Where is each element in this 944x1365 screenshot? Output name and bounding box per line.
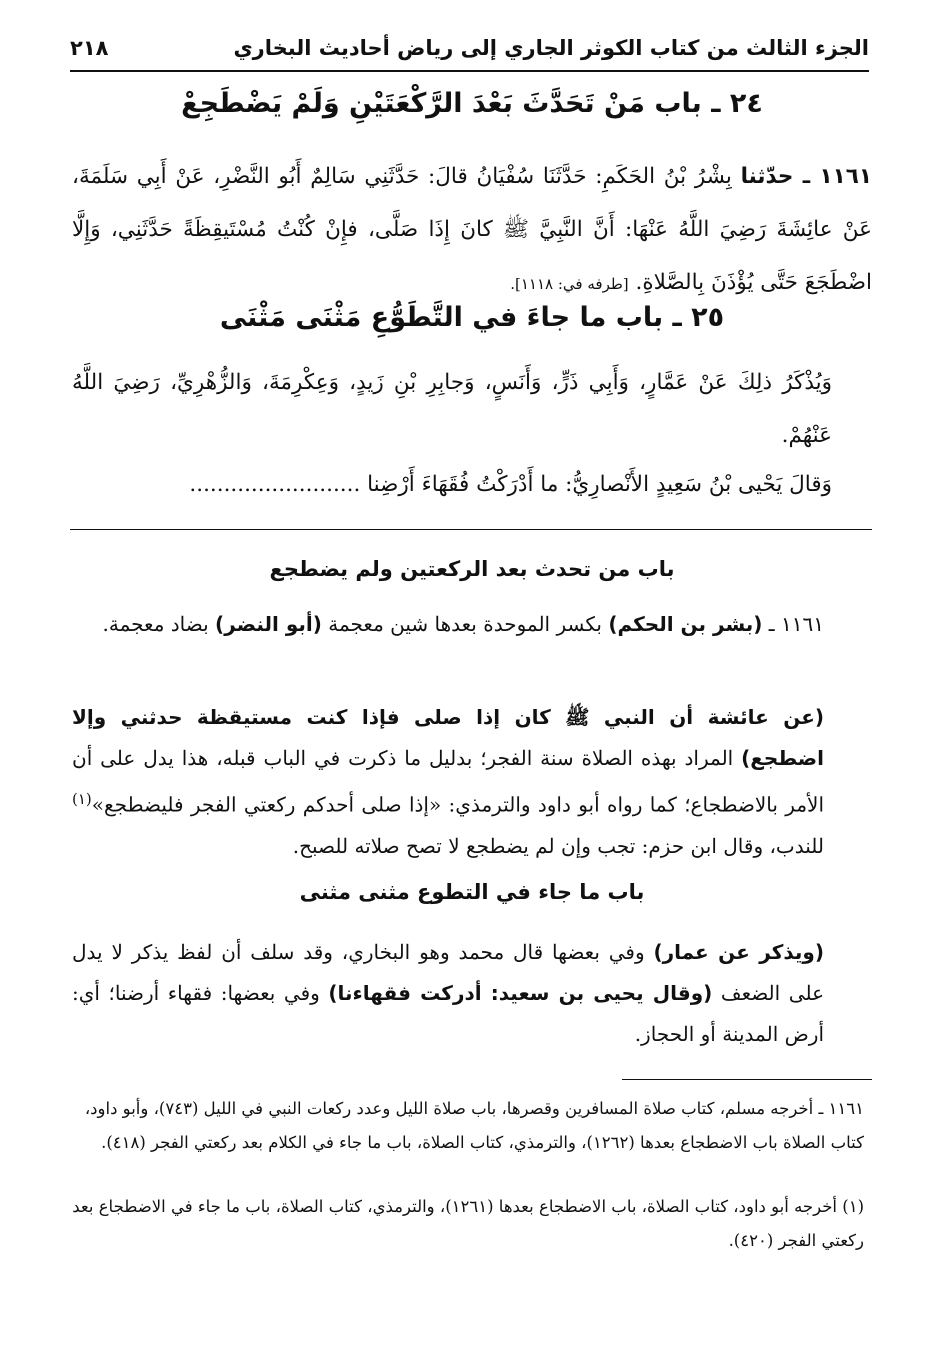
footnote-ref-1: (١) <box>72 790 92 808</box>
commentary-3-quote-a: (ويذكر عن عمار) <box>653 940 824 964</box>
footnote-separator <box>622 1079 872 1080</box>
commentary-1-text-b: بضاد معجمة. <box>102 612 216 636</box>
hadith-number: ١١٦١ ـ حدّثنا <box>740 164 873 189</box>
chapter-25-para-2-text: وَقالَ يَحْيى بْنُ سَعِيدٍ الأَنْصارِيُّ: ما أَدْرَكْتُ فُقَهَاءَ أَرْضِنا ......................... <box>189 472 832 497</box>
footnote-1 <box>72 1190 872 1258</box>
footnote-1-number: (١) <box>842 1197 864 1216</box>
commentary-heading-1: باب من تحدث بعد الركعتين ولم يضطجع <box>269 557 675 581</box>
commentary-para-1 <box>72 604 872 645</box>
footnote-1161-text: ١١٦١ ـ أخرجه مسلم، كتاب صلاة المسافرين وقصرها، باب صلاة الليل وعدد ركعات النبي في الليل (٧٤٣)، وأبو داود، كتاب الصلاة باب الاضطجاع بعدها (١٢٦٢)، والترمذي، كتاب الصلاة، باب ما جاء في الكلام بعد ركعتي الفجر (٤١٨). <box>84 1099 864 1152</box>
commentary-2-text-b: للندب، وقال ابن حزم: تجب وإن لم يضطجع لا تصح صلاته للصبح. <box>292 833 824 858</box>
chapter-25-para-1-text: وَيُذْكَرُ ذلِكَ عَنْ عَمَّارٍ، وَأَبِي ذَرٍّ، وَأَنَسٍ، وَجابِرِ بْنِ زَيدٍ، وَعِكْرِمَةَ، وَالزُّهْرِيِّ، رَضِيَ اللَّهُ عَنْهُمْ. <box>72 370 832 448</box>
section-separator <box>70 529 872 530</box>
hadith-1161 <box>72 150 872 311</box>
header-rule <box>70 70 869 72</box>
commentary-1-quote-a: (بشر بن الحكم) <box>608 612 763 636</box>
commentary-3-text-b: وفي بعضها: فقهاء أرضنا؛ أي: أرض المدينة أو الحجاز. <box>72 981 824 1046</box>
commentary-2-text-a: المراد بهذه الصلاة سنة الفجر؛ بدليل ما ذكرت في الباب قبله، هذا يدل على أن الأمر بالاضطجاع؛ كما رواه أبو داود والترمذي: «إذا صلى أحدكم ركعتي الفجر فليضطجع» <box>72 746 824 817</box>
page-number: ٢١٨ <box>70 36 109 60</box>
chapter-25-para-1 <box>72 356 872 462</box>
commentary-para-3 <box>72 932 872 1055</box>
chapter-25-para-2 <box>72 458 872 511</box>
commentary-3-text-a: وفي بعضها قال محمد وهو البخاري، وقد سلف أن لفظ يذكر لا يدل على الضعف <box>72 940 825 1005</box>
running-title: الجزء الثالث من كتاب الكوثر الجاري إلى رياض أحاديث البخاري <box>233 36 869 60</box>
hadith-text: بِشْرُ بْنُ الحَكَمِ: حَدَّثَنَا سُفْيَانُ قالَ: حَدَّثَنِي سَالِمٌ أَبُو النَّضْرِ، عَنْ أَبِي سَلَمَةَ، عَنْ عائِشَةَ رَضِيَ اللَّهُ عَنْهَا: أَنَّ النَّبِيَّ ﷺ كانَ إِذَا صَلَّى، فإِنْ كُنْتُ مُسْتَيقِظَةً حَدَّثَنِي، وَإِلَّا اضْطَجَعَ حَتَّى يُؤْذَنَ بِالصَّلاةِ. <box>72 164 872 295</box>
commentary-3-quote-b: (وقال يحيى بن سعيد: أدركت فقهاءنا) <box>328 981 713 1005</box>
footnote-1161 <box>72 1092 872 1160</box>
chapter-25-title: ٢٥ ـ باب ما جاءَ في التَّطَوُّعِ مَثْنَى مَثْنَى <box>219 302 725 333</box>
commentary-1-number: ١١٦١ ـ <box>762 612 824 636</box>
commentary-2-quote: (عن عائشة أن النبي ﷺ كان إذا صلى فإذا كنت مستيقظة حدثني وإلا اضطجع) <box>72 705 824 770</box>
chapter-24-title: ٢٤ ـ باب مَنْ تَحَدَّثَ بَعْدَ الرَّكْعَتَيْنِ وَلَمْ يَضْطَجِعْ <box>181 88 763 119</box>
footnote-1-text: أخرجه أبو داود، كتاب الصلاة، باب الاضطجاع بعدها (١٢٦١)، والترمذي، كتاب الصلاة، باب ما جاء في الاضطجاع بعد ركعتي الفجر (٤٢٠). <box>72 1197 864 1250</box>
cross-reference: [طرفه في: ١١١٨]. <box>510 275 629 293</box>
commentary-1-text-a: بكسر الموحدة بعدها شين معجمة <box>321 612 609 636</box>
page-header <box>70 26 869 70</box>
commentary-1-quote-b: (أبو النضر) <box>215 612 322 636</box>
commentary-heading-2: باب ما جاء في التطوع مثنى مثنى <box>299 880 645 904</box>
commentary-para-2 <box>72 697 872 867</box>
